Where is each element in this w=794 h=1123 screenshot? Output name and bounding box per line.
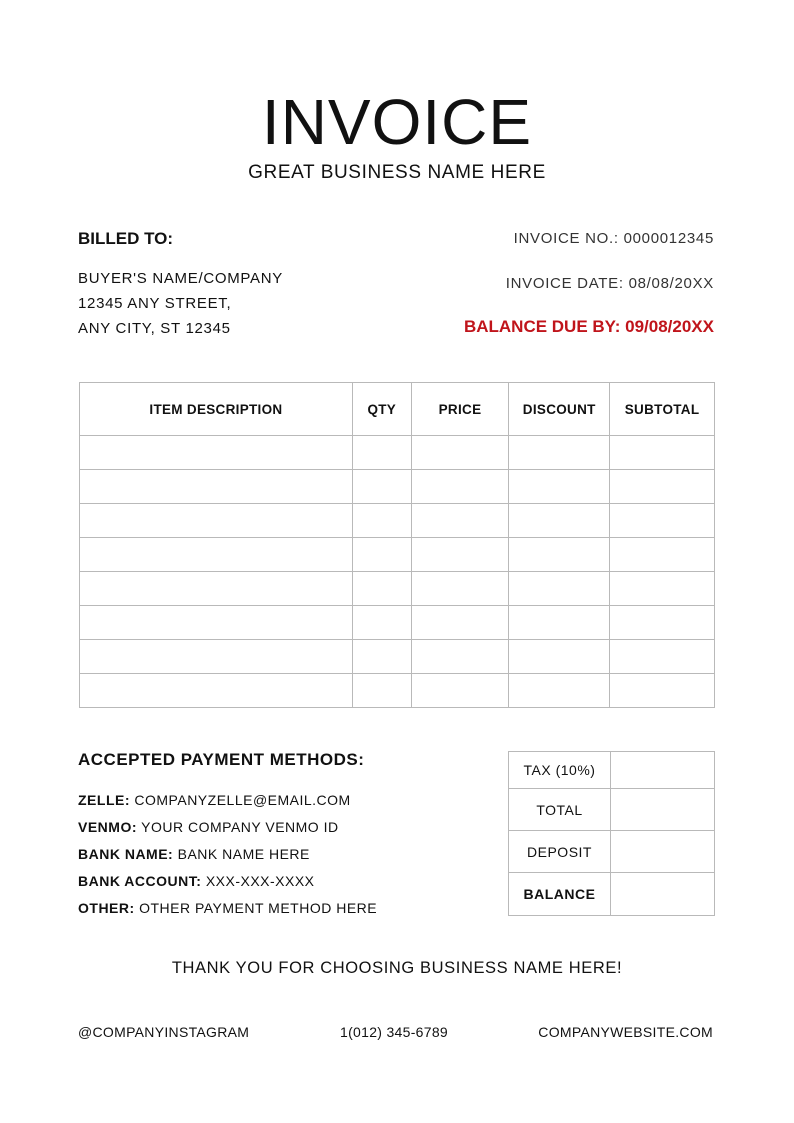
table-cell — [352, 504, 411, 538]
table-cell — [411, 640, 509, 674]
table-cell — [352, 572, 411, 606]
buyer-street: 12345 ANY STREET, — [78, 295, 232, 312]
table-cell — [610, 674, 715, 708]
table-cell — [610, 572, 715, 606]
table-cell — [352, 606, 411, 640]
totals-row-deposit — [509, 831, 715, 873]
payment-zelle — [78, 792, 351, 808]
table-row — [80, 436, 715, 470]
payment-bank-name — [78, 846, 310, 862]
table-cell — [509, 606, 610, 640]
payment-label: ZELLE: — [78, 792, 130, 808]
table-cell — [80, 538, 353, 572]
table-row — [80, 606, 715, 640]
table-cell — [509, 504, 610, 538]
header-price: PRICE — [411, 383, 509, 436]
header-discount: DISCOUNT — [509, 383, 610, 436]
invoice-title: INVOICE — [261, 86, 533, 158]
items-header-row — [80, 383, 715, 436]
totals-row-tax — [509, 752, 715, 789]
table-cell — [80, 436, 353, 470]
table-cell — [509, 470, 610, 504]
table-cell — [80, 572, 353, 606]
payment-label: BANK ACCOUNT: — [78, 873, 202, 889]
payment-other — [78, 900, 377, 916]
business-name: GREAT BUSINESS NAME HERE — [248, 162, 546, 183]
table-cell — [411, 436, 509, 470]
table-row — [80, 572, 715, 606]
table-row — [80, 470, 715, 504]
table-cell — [80, 504, 353, 538]
payment-label: OTHER: — [78, 900, 135, 916]
payment-methods-heading: ACCEPTED PAYMENT METHODS: — [78, 750, 365, 769]
table-cell — [352, 674, 411, 708]
payment-value: OTHER PAYMENT METHOD HERE — [139, 900, 378, 916]
table-cell — [411, 538, 509, 572]
totals-table — [508, 751, 715, 916]
buyer-name: BUYER'S NAME/COMPANY — [78, 270, 283, 287]
table-row — [80, 504, 715, 538]
payment-value: YOUR COMPANY VENMO ID — [141, 819, 339, 835]
balance-value — [611, 873, 715, 916]
payment-value: BANK NAME HERE — [177, 846, 310, 862]
table-cell — [80, 606, 353, 640]
invoice-date: INVOICE DATE: 08/08/20XX — [505, 275, 714, 292]
balance-label: BALANCE — [509, 873, 611, 916]
table-cell — [610, 436, 715, 470]
thank-you-message: THANK YOU FOR CHOOSING BUSINESS NAME HERE! — [171, 959, 623, 977]
table-cell — [411, 606, 509, 640]
total-value — [611, 789, 715, 831]
deposit-value — [611, 831, 715, 873]
table-cell — [80, 470, 353, 504]
table-cell — [610, 538, 715, 572]
table-cell — [610, 470, 715, 504]
table-cell — [509, 436, 610, 470]
table-cell — [509, 572, 610, 606]
table-row — [80, 538, 715, 572]
tax-value — [611, 752, 715, 789]
table-cell — [509, 674, 610, 708]
header-item-description: ITEM DESCRIPTION — [80, 383, 353, 436]
payment-label: VENMO: — [78, 819, 137, 835]
payment-venmo — [78, 819, 339, 835]
payment-label: BANK NAME: — [78, 846, 174, 862]
table-row — [80, 640, 715, 674]
table-cell — [610, 504, 715, 538]
table-cell — [509, 640, 610, 674]
buyer-city: ANY CITY, ST 12345 — [78, 320, 231, 337]
header-subtotal: SUBTOTAL — [610, 383, 715, 436]
items-table — [79, 382, 715, 708]
footer-phone: 1(012) 345-6789 — [340, 1024, 449, 1040]
table-cell — [352, 436, 411, 470]
table-cell — [509, 538, 610, 572]
balance-due-date: BALANCE DUE BY: 09/08/20XX — [463, 317, 714, 336]
table-cell — [80, 640, 353, 674]
footer-website: COMPANYWEBSITE.COM — [538, 1024, 713, 1040]
invoice-number: INVOICE NO.: 0000012345 — [513, 230, 714, 247]
footer-instagram: @COMPANYINSTAGRAM — [78, 1024, 250, 1040]
table-cell — [411, 504, 509, 538]
table-cell — [352, 538, 411, 572]
table-cell — [610, 606, 715, 640]
table-cell — [80, 674, 353, 708]
payment-bank-account — [78, 873, 315, 889]
total-label: TOTAL — [509, 789, 611, 831]
table-cell — [610, 640, 715, 674]
table-cell — [411, 674, 509, 708]
tax-label: TAX (10%) — [509, 752, 611, 789]
header-qty: QTY — [352, 383, 411, 436]
totals-row-total — [509, 789, 715, 831]
deposit-label: DEPOSIT — [509, 831, 611, 873]
payment-value: COMPANYZELLE@EMAIL.COM — [134, 792, 351, 808]
table-cell — [352, 640, 411, 674]
table-cell — [411, 572, 509, 606]
billed-to-heading: BILLED TO: — [78, 229, 174, 248]
table-cell — [411, 470, 509, 504]
table-cell — [352, 470, 411, 504]
payment-value: XXX-XXX-XXXX — [205, 873, 315, 889]
totals-row-balance — [509, 873, 715, 916]
table-row — [80, 674, 715, 708]
